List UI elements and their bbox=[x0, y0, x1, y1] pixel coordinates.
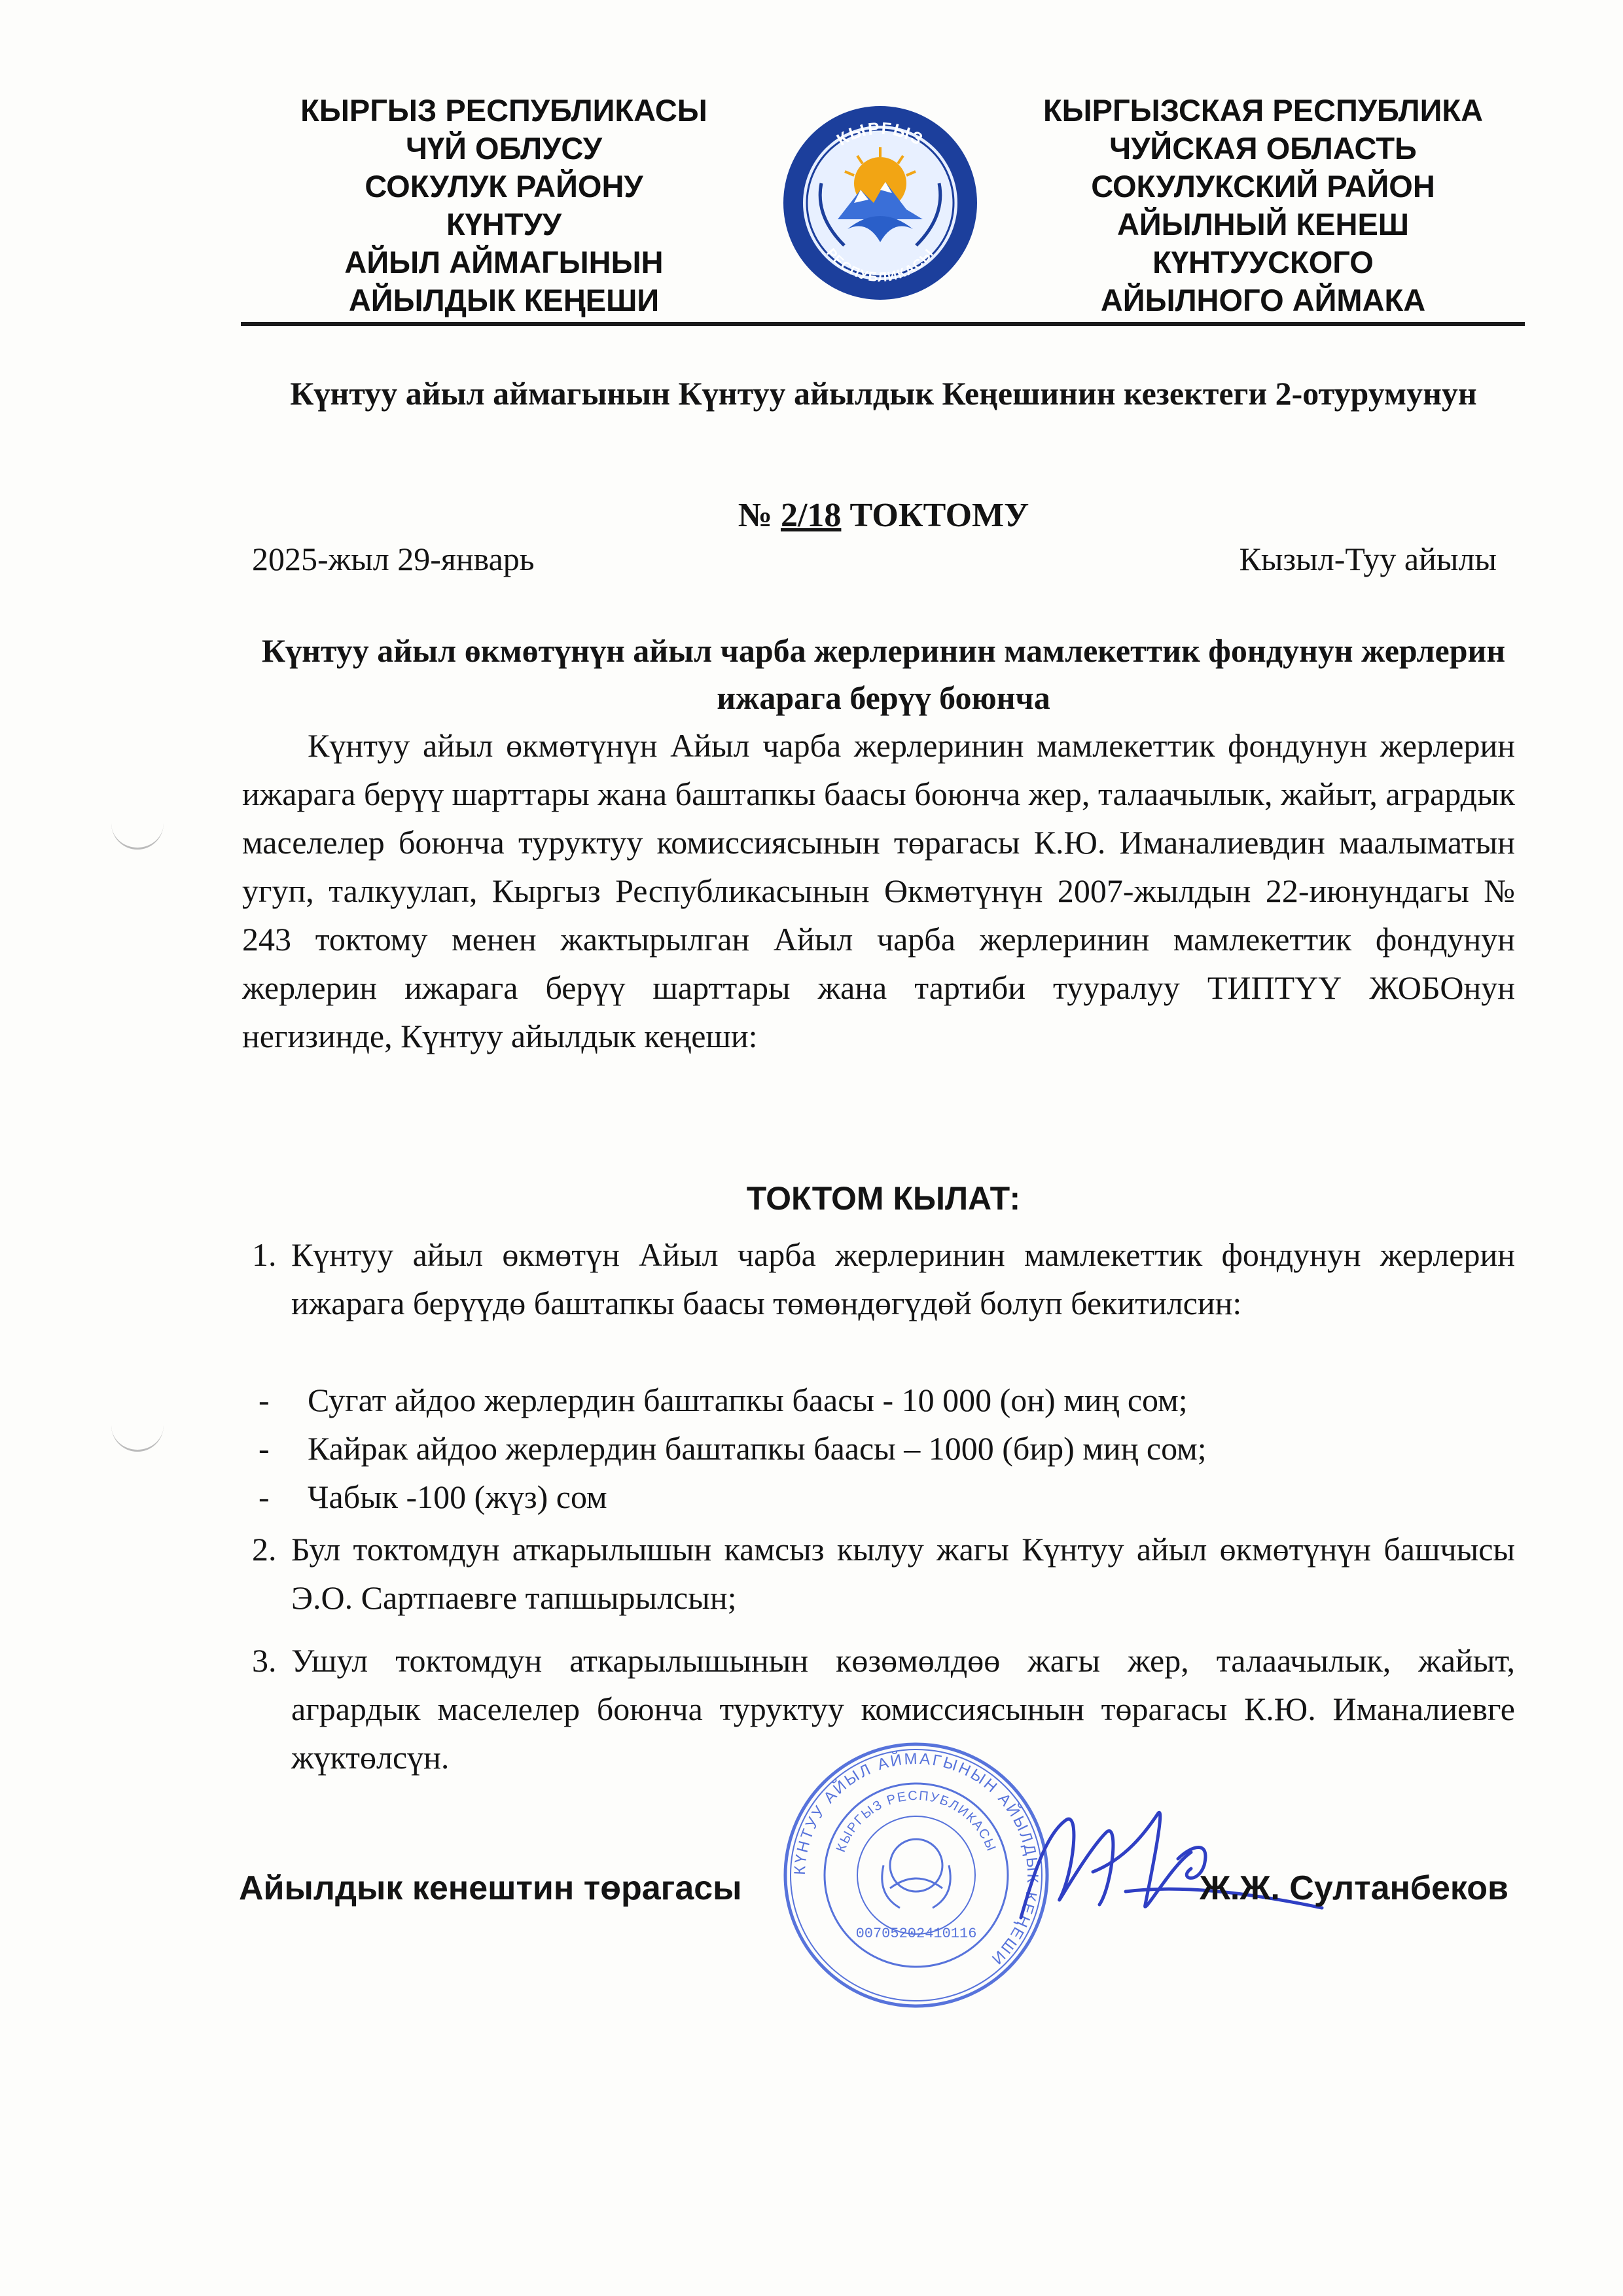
decision-suffix: ТОКТОМУ bbox=[841, 497, 1029, 534]
header-left-line-5: АЙЫЛ АЙМАГЫНЫН bbox=[344, 245, 664, 279]
decision-place: Кызыл-Туу айылы bbox=[1239, 541, 1497, 577]
header-right-line-4: АЙЫЛНЫЙ КЕНЕШ bbox=[1116, 207, 1410, 242]
header-right-line-5: КҮНТУУСКОГО bbox=[1152, 245, 1374, 279]
header-left-line-3: СОКУЛУК РАЙОНУ bbox=[365, 169, 643, 204]
item-text: Бул токтомдун аткарылышын камсыз кылуу жагы Күнтуу айыл өкмөтүнүн башчысы Э.О. Сартпаевге тапшырылсын; bbox=[291, 1531, 1515, 1616]
header-right-line-6: АЙЫЛНОГО АЙМАКА bbox=[1100, 283, 1426, 317]
stamp-code: 00705202410116 bbox=[855, 1926, 977, 1942]
item-number: 3. bbox=[252, 1642, 277, 1679]
emblem-bottom-text: РЕСПУБЛИКАСЫ bbox=[823, 245, 937, 285]
item-text: Ушул токтомдун аткарылышынын көзөмөлдөө жагы жер, талаачылык, жайыт, агрардык маселелер боюнча туруктуу комиссиясынын төрагасы К.Ю. Иманалиевге жүктөлсүн. bbox=[291, 1642, 1515, 1776]
header-right-line-1: КЫРГЫЗСКАЯ РЕСПУБЛИКА bbox=[1043, 93, 1484, 128]
signatory-role: Айылдык кенештин төрагасы bbox=[239, 1869, 742, 1907]
header-left-kyrgyz bbox=[242, 92, 766, 319]
header-left-line-4: КҮНТУУ bbox=[446, 207, 562, 242]
state-emblem-icon bbox=[776, 105, 985, 301]
sub-item-text: Сугат айдоо жерлердин баштапкы баасы - 10 000 (он) миң сом; bbox=[308, 1382, 1188, 1418]
stamp-inner-text: КЫРГЫЗ РЕСПУБЛИКАСЫ bbox=[833, 1788, 999, 1854]
decision-prefix: № bbox=[738, 497, 781, 534]
sub-item-text: Чабык -100 (жүз) сом bbox=[308, 1479, 607, 1515]
svg-text:КЫРГЫЗ РЕСПУБЛИКАСЫ bbox=[834, 1789, 999, 1854]
resolution-item-2 bbox=[252, 1525, 1515, 1622]
item-text: Күнтуу айыл өкмөтүн Айыл чарба жерлеринин мамлекеттик фондунун жерлерин ижарага берүүдө баштапкы баасы төмөндөгүдөй болуп бекитилсин: bbox=[291, 1236, 1515, 1321]
punch-hole-mark bbox=[111, 821, 164, 850]
header-left-line-6: АЙЫЛДЫК КЕҢЕШИ bbox=[348, 283, 660, 317]
header-left-line-1: КЫРГЫЗ РЕСПУБЛИКАСЫ bbox=[300, 93, 707, 128]
sub-item-dash: - bbox=[259, 1430, 270, 1467]
preamble-paragraph: Күнтуу айыл өкмөтүнүн Айыл чарба жерлеринин мамлекеттик фондунун жерлерин ижарага берүү шарттары жана баштапкы баасы боюнча жер, талаачылык, жайыт, агрардык маселелер боюнча туруктуу комиссиясынын төрагасы К.Ю. Иманалиевдин маалыматын угуп, талкуулап, Кыргыз Республикасынын Өкмөтүнүн 2007-жылдын 22-июнундагы № 243 токтому менен жактырылган Айыл чарба жерлеринин мамлекеттик фондунун жерлерин ижарага берүү шарттары жана тартиби тууралуу ТИПТҮҮ ЖОБОнун негизинде, Күнтуу айылдык кеңеши: bbox=[242, 727, 1515, 1054]
item-number: 2. bbox=[252, 1531, 277, 1568]
sub-item-hayfield bbox=[259, 1473, 607, 1521]
header-right-russian bbox=[1001, 92, 1525, 319]
header-right-line-2: ЧУЙСКАЯ ОБЛАСТЬ bbox=[1109, 131, 1417, 166]
sub-item-text: Кайрак айдоо жерлердин баштапкы баасы – 1000 (бир) миң сом; bbox=[308, 1430, 1207, 1467]
decision-number-value: 2/18 bbox=[780, 497, 842, 534]
emblem-top-text: КЫРГЫЗ bbox=[833, 118, 927, 150]
header-right-line-3: СОКУЛУКСКИЙ РАЙОН bbox=[1091, 169, 1435, 204]
signatory-name: Ж.Ж. Султанбеков bbox=[1199, 1869, 1508, 1907]
sub-item-rainfed bbox=[259, 1424, 1207, 1473]
decision-date: 2025-жыл 29-январь bbox=[252, 541, 535, 577]
decision-subject: Күнтуу айыл өкмөтүнүн айыл чарба жерлеринин мамлекеттик фондунун жерлерин ижарага берүү боюнча bbox=[261, 632, 1506, 716]
resolve-heading: ТОКТОМ КЫЛАТ: bbox=[746, 1180, 1021, 1217]
stamp-outer-text: КҮНТУУ АЙЫЛ АЙМАГЫНЫН АЙЫЛДЫК КЕҢЕШИ bbox=[791, 1749, 1042, 1969]
sub-item-dash: - bbox=[259, 1382, 270, 1418]
sub-item-irrigated bbox=[259, 1376, 1188, 1424]
sub-item-dash: - bbox=[259, 1479, 270, 1515]
punch-hole-mark bbox=[111, 1424, 164, 1452]
header-divider bbox=[241, 322, 1525, 326]
meeting-title: Күнтуу айыл аймагынын Күнтуу айылдык Кеңешинин кезектеги 2-отурумунун bbox=[290, 375, 1477, 412]
item-number: 1. bbox=[252, 1236, 277, 1273]
decision-number bbox=[242, 492, 1525, 539]
resolution-item-1 bbox=[252, 1230, 1515, 1327]
header-left-line-2: ЧҮЙ ОБЛУСУ bbox=[406, 131, 602, 166]
